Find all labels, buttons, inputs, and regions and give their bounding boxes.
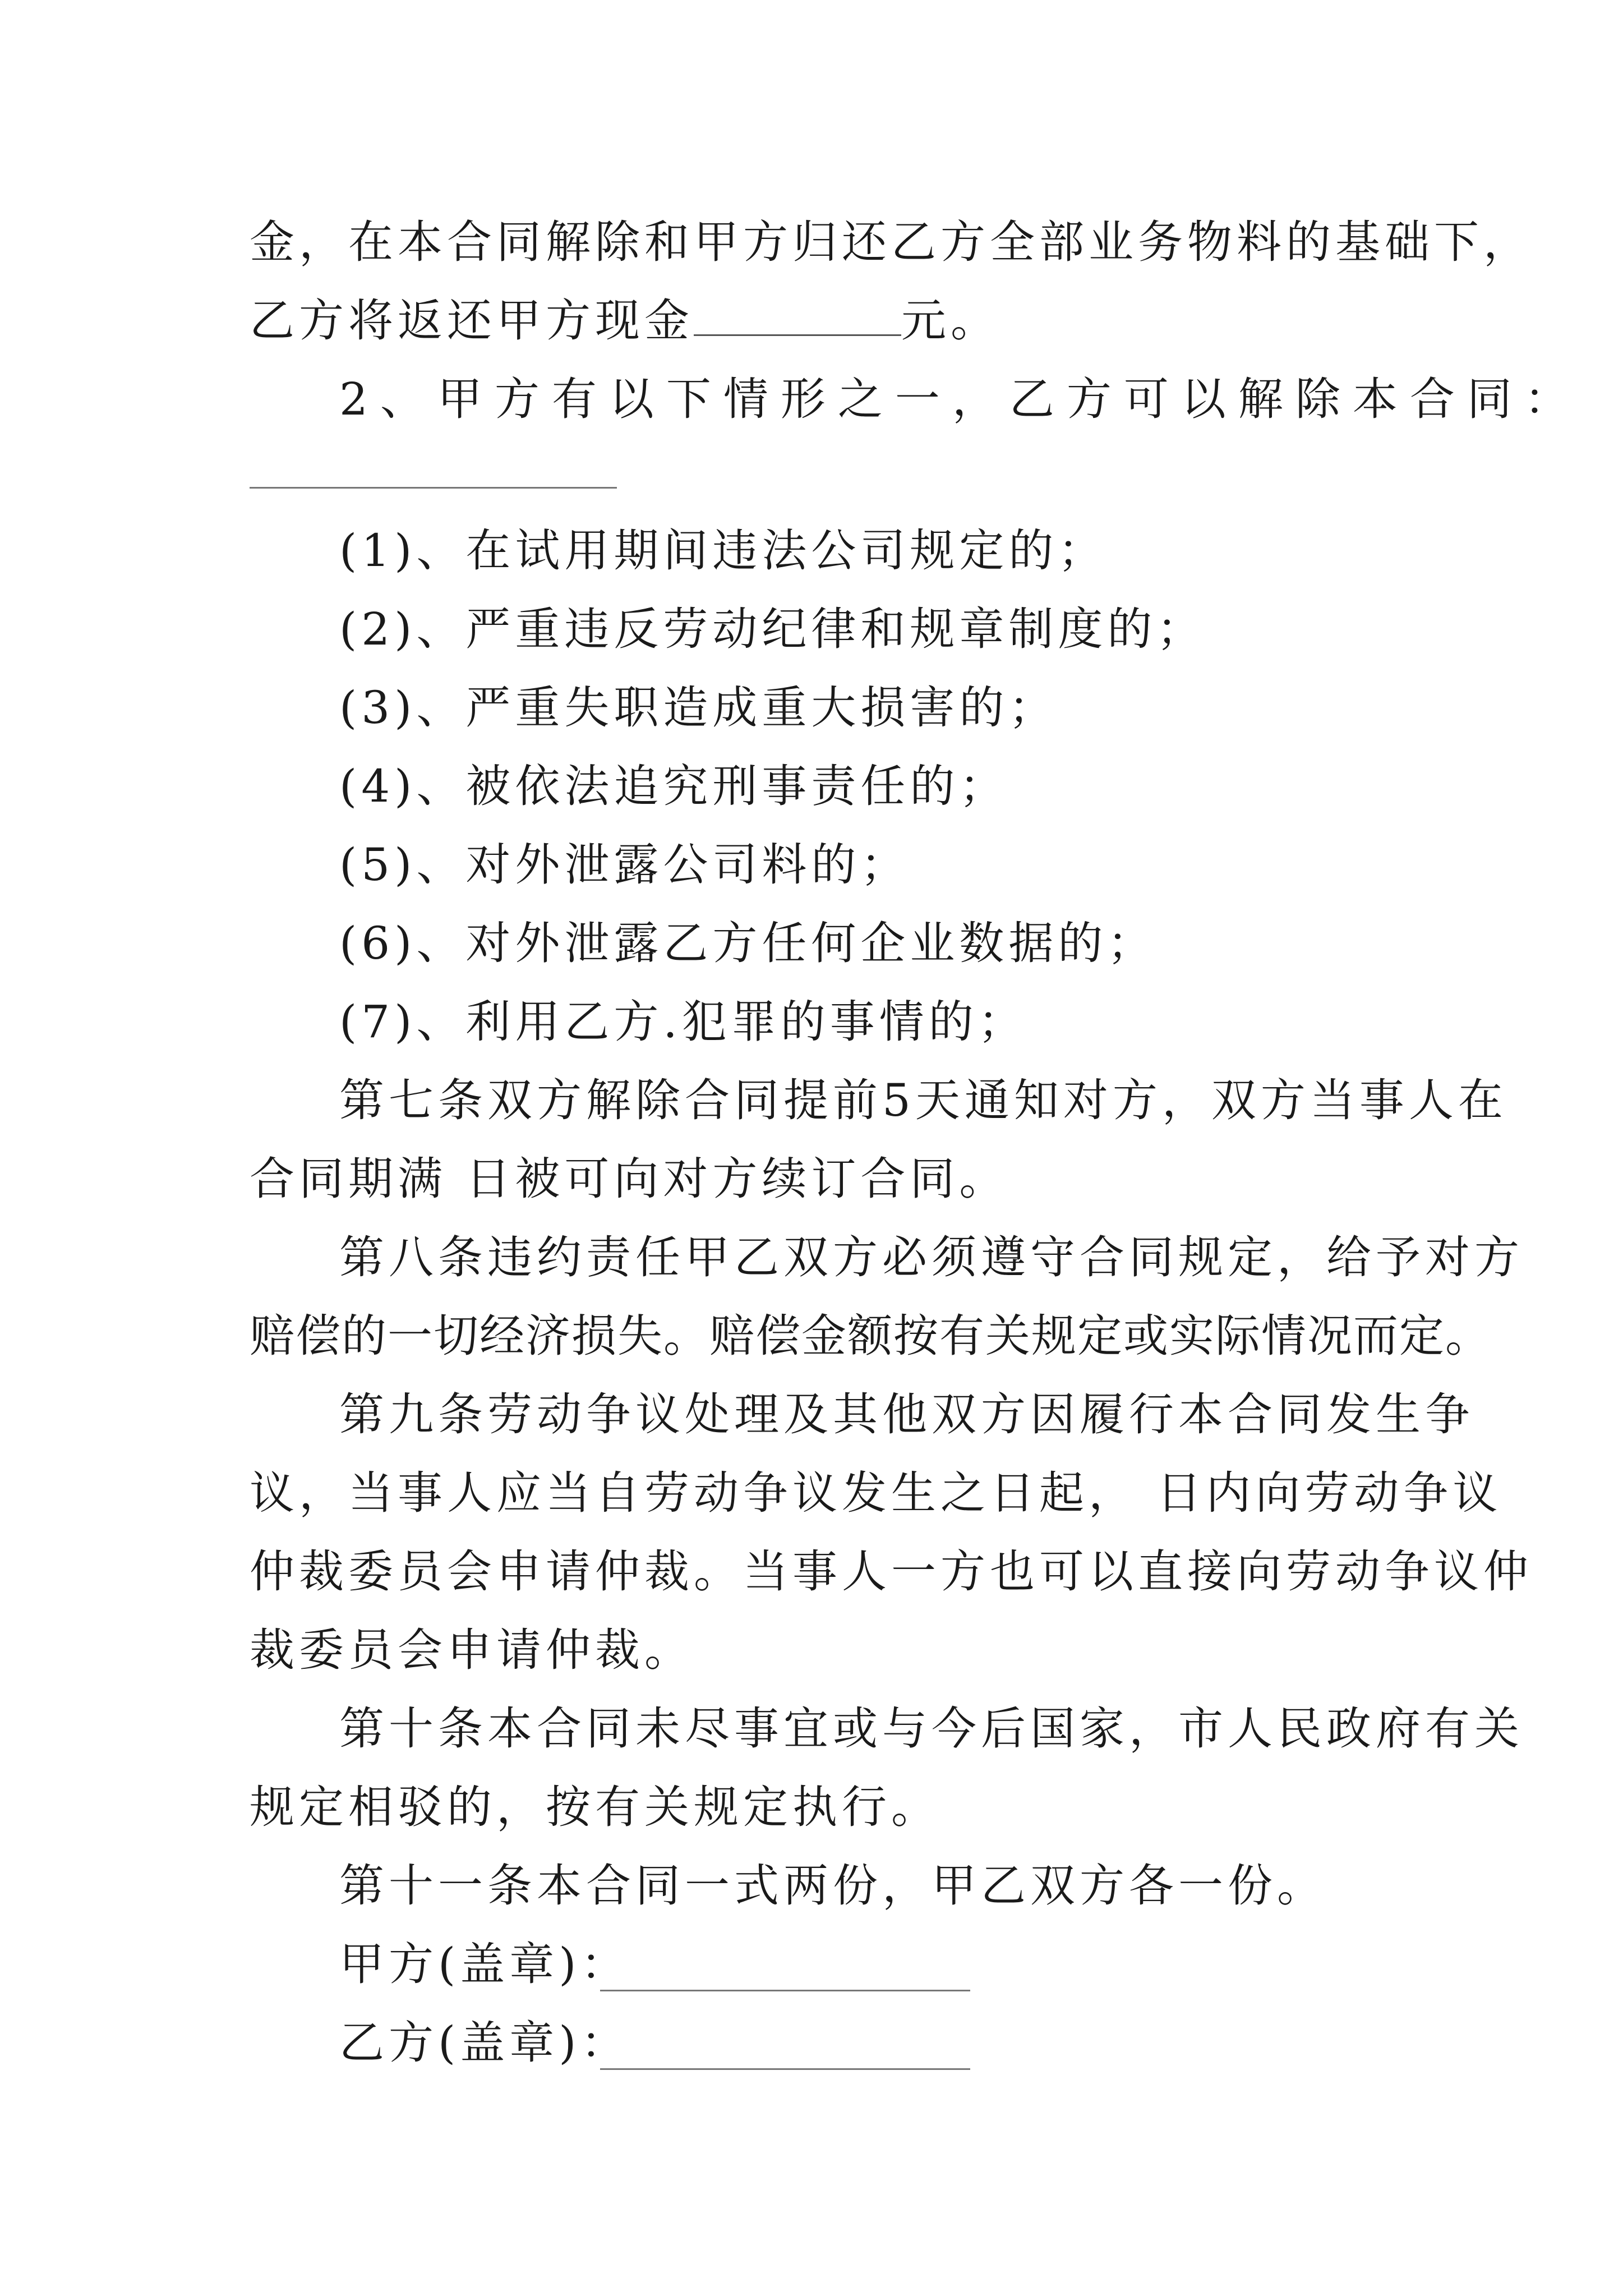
cash-amount-blank <box>694 295 901 336</box>
text-line: 金，在本合同解除和甲方归还乙方全部业务物料的基础下， <box>250 216 1533 268</box>
text-line: 议，当事人应当自劳动争议发生之日起， 日内向劳动争议 <box>250 1467 1502 1519</box>
text-line <box>250 293 1000 349</box>
text-line: 合同期满 日被可向对方续订合同。 <box>250 1153 1009 1205</box>
party-b-label: 乙方(盖章)： <box>339 2017 630 2069</box>
list-item: (3)、严重失职造成重大损害的； <box>339 682 1058 734</box>
party-b-signature-blank <box>600 2068 970 2070</box>
list-item: (1)、在试用期间违法公司规定的； <box>339 524 1108 577</box>
party-a-label: 甲方(盖章)： <box>339 1938 630 1990</box>
party-a-signature-blank <box>600 1990 970 1991</box>
text-line: 裁委员会申请仲裁。 <box>250 1624 694 1676</box>
text-segment: 乙方将返还甲方现金 <box>250 295 694 347</box>
text-line: 第十一条本合同一式两份，甲乙双方各一份。 <box>339 1860 1326 1912</box>
text-line: 第九条劳动争议处理及其他双方因履行本合同发生争 <box>339 1388 1474 1441</box>
list-item: (5)、对外泄露公司料的； <box>339 839 910 891</box>
text-line: 仲裁委员会申请仲裁。当事人一方也可以直接向劳动争议仲 <box>250 1545 1533 1598</box>
party-b-signature-line <box>339 2015 630 2071</box>
text-segment: 元。 <box>901 295 1000 347</box>
text-line: 规定相驳的，按有关规定执行。 <box>250 1781 940 1833</box>
blank-line <box>250 487 617 489</box>
list-item: (4)、被依法追究刑事责任的； <box>339 760 1009 812</box>
text-line: 第八条违约责任甲乙双方必须遵守合同规定，给予对方 <box>339 1231 1524 1283</box>
text-line: 2、甲方有以下情形之一，乙方可以解除本合同： <box>339 373 1581 425</box>
text-line: 第七条双方解除合同提前5天通知对方，双方当事人在 <box>339 1074 1507 1126</box>
list-item: (6)、对外泄露乙方任何企业数据的； <box>339 917 1157 969</box>
list-item: (7)、利用乙方.犯罪的事情的； <box>339 996 1027 1048</box>
text-line: 赔偿的一切经济损失。赔偿金额按有关规定或实际情况而定。 <box>250 1310 1491 1362</box>
list-item: (2)、严重违反劳动纪律和规章制度的； <box>339 603 1206 655</box>
party-a-signature-line <box>339 1936 630 1993</box>
text-line: 第十条本合同未尽事宜或与今后国家，市人民政府有关 <box>339 1703 1524 1755</box>
